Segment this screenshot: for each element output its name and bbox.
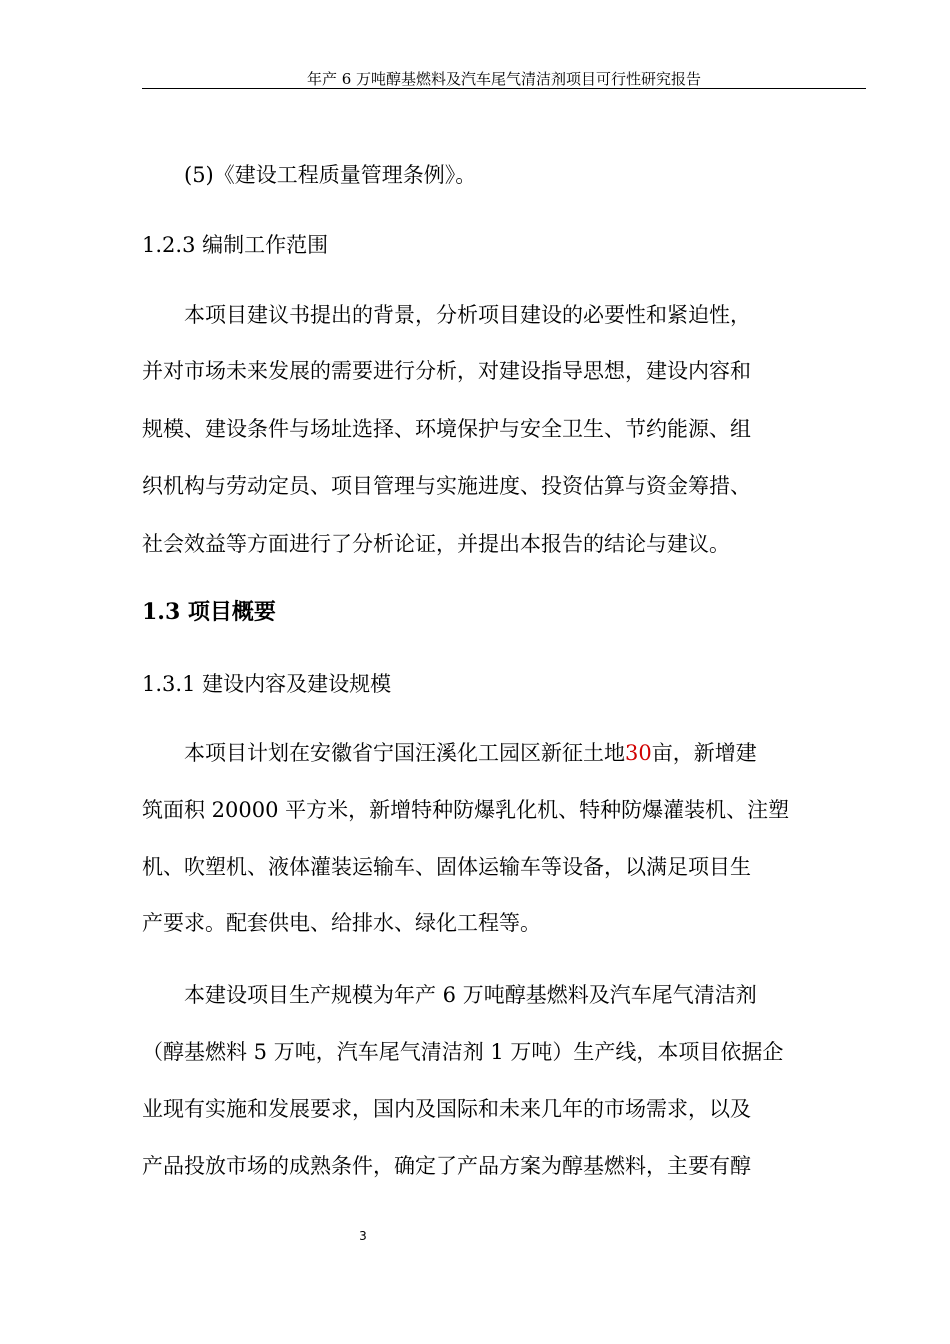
section-1-3-heading: 1.3 项目概要 xyxy=(142,599,276,625)
scope-paragraph-line-2: 并对市场未来发展的需要进行分析，对建设指导思想，建设内容和 xyxy=(142,359,751,383)
scale-paragraph-line-3: 业现有实施和发展要求，国内及国际和未来几年的市场需求，以及 xyxy=(142,1097,751,1121)
scope-paragraph-line-5: 社会效益等方面进行了分析论证，并提出本报告的结论与建议。 xyxy=(142,532,730,556)
construction-paragraph-line-2: 筑面积 20000 平方米，新增特种防爆乳化机、特种防爆灌装机、注塑 xyxy=(142,798,790,822)
land-area-value: 30 xyxy=(625,741,652,765)
running-header-title: 年产 6 万吨醇基燃料及汽车尾气清洁剂项目可行性研究报告 xyxy=(306,70,702,88)
scale-paragraph-line-1: 本建设项目生产规模为年产 6 万吨醇基燃料及汽车尾气清洁剂 xyxy=(184,983,757,1007)
construction-paragraph-line-3: 机、吹塑机、液体灌装运输车、固体运输车等设备，以满足项目生 xyxy=(142,855,751,879)
scale-paragraph-line-2: （醇基燃料 5 万吨，汽车尾气清洁剂 1 万吨）生产线，本项目依据企 xyxy=(142,1040,784,1064)
section-1-2-3-heading: 1.2.3 编制工作范围 xyxy=(142,233,329,257)
page-number: 3 xyxy=(359,1229,367,1243)
header-divider xyxy=(142,88,866,89)
regulation-item-5: (5)《建设工程质量管理条例》。 xyxy=(184,163,477,187)
section-1-3-1-heading: 1.3.1 建设内容及建设规模 xyxy=(142,672,392,696)
construction-line-1-prefix: 本项目计划在安徽省宁国汪溪化工园区新征土地 xyxy=(184,741,625,765)
construction-paragraph-line-4: 产要求。配套供电、给排水、绿化工程等。 xyxy=(142,911,541,935)
scope-paragraph-line-3: 规模、建设条件与场址选择、环境保护与安全卫生、节约能源、组 xyxy=(142,417,751,441)
scale-paragraph-line-4: 产品投放市场的成熟条件，确定了产品方案为醇基燃料，主要有醇 xyxy=(142,1154,751,1178)
scope-paragraph-line-4: 织机构与劳动定员、项目管理与实施进度、投资估算与资金筹措、 xyxy=(142,474,751,498)
construction-paragraph-line-1 xyxy=(184,738,757,768)
scope-paragraph-line-1: 本项目建议书提出的背景，分析项目建设的必要性和紧迫性， xyxy=(184,303,751,327)
construction-line-1-suffix: 亩，新增建 xyxy=(651,741,757,765)
